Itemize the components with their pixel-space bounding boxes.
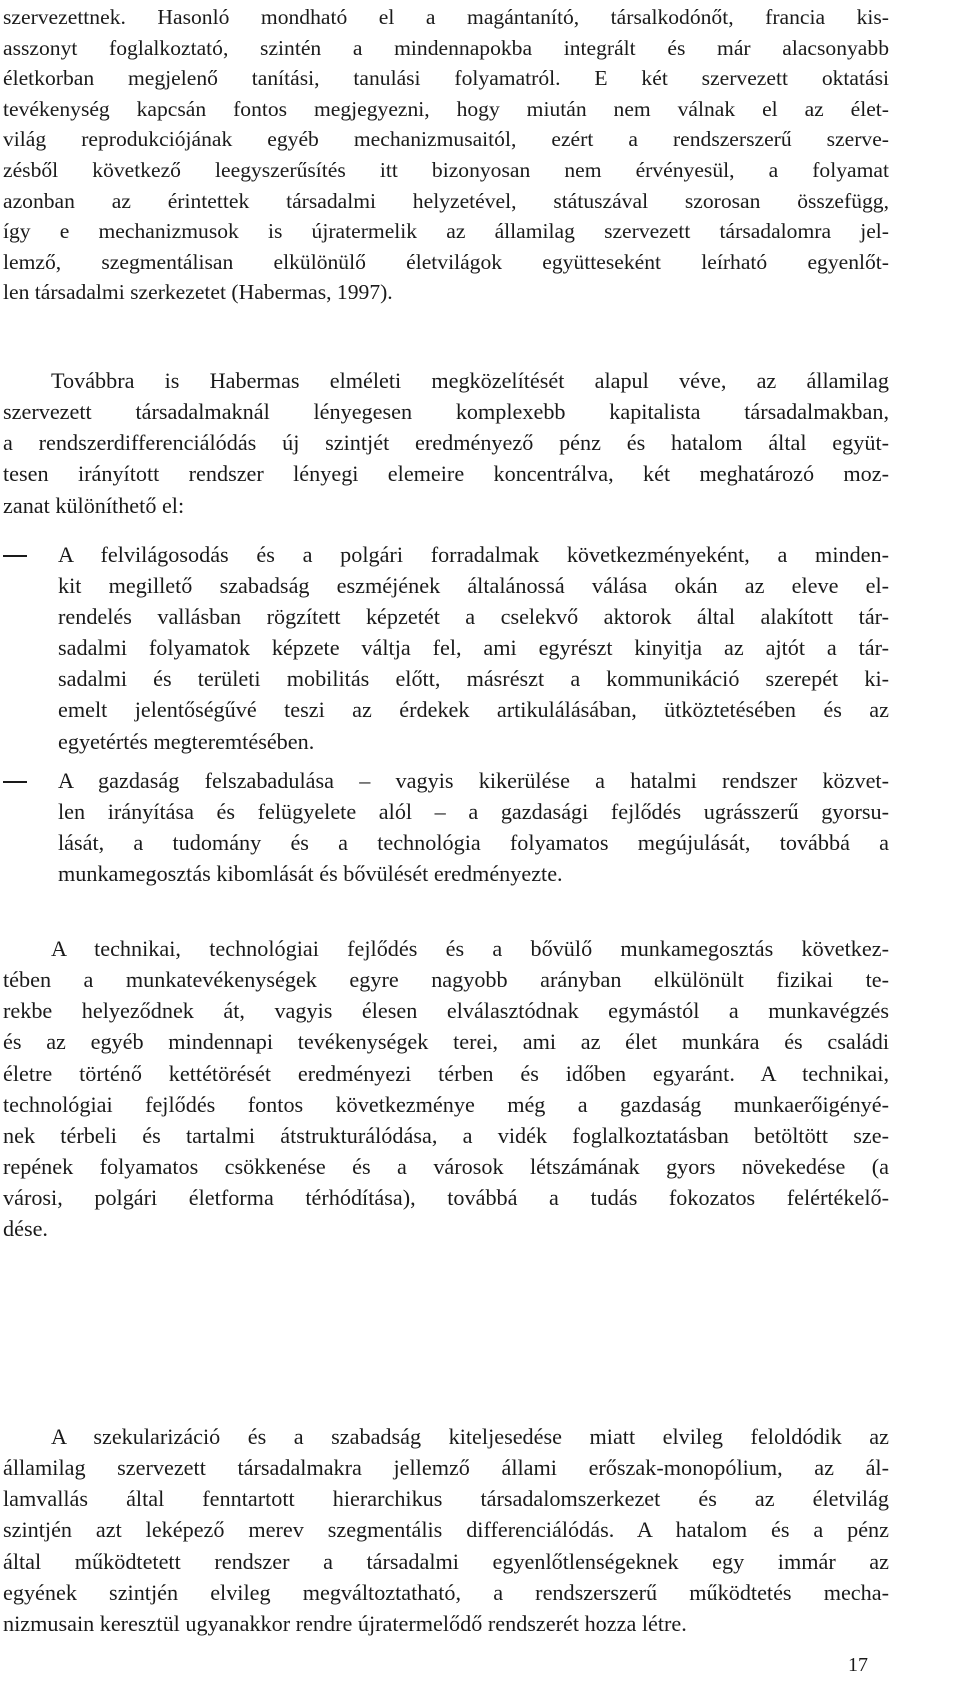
bullet-text: A felvilágosodás és a polgári forradalmak következményeként, a minden- — [58, 541, 889, 567]
text-line — [3, 539, 889, 570]
text-line: len társadalmi szerkezetet (Habermas, 1997). — [3, 280, 393, 305]
text-line: dése. — [3, 1216, 48, 1242]
text-line: életre történő kettétörését eredményezi térben és időben egyaránt. A technikai, — [3, 1060, 889, 1086]
text-line: lamvallás által fenntartott hierarchikus társadalomszerkezet és az életvilág — [3, 1486, 889, 1512]
paragraph-technical — [3, 933, 889, 1244]
text-line: A technikai, technológiai fejlődés és a bővülő munkamegosztás következ- — [51, 936, 889, 961]
bullet-text: A gazdaság felszabadulása – vagyis kikerülése a hatalmi rendszer közvet- — [58, 767, 889, 793]
text-line: városi, polgári életforma térhódítása), továbbá a tudás fokozatos felértékelő- — [3, 1185, 889, 1211]
text-line: Továbbra is Habermas elméleti megközelítését alapul véve, az államilag — [51, 368, 889, 393]
text-line: egyetértés megteremtésében. — [58, 728, 315, 754]
paragraph-continuation — [3, 2, 889, 308]
text-line: így e mechanizmusok is újratermelik az államilag szervezett társadalomra jel- — [3, 219, 889, 244]
text-line: sadalmi folyamatok képzete váltja fel, ami egyrészt kinyitja az ajtót a tár- — [58, 635, 889, 661]
bullet-item-1 — [3, 539, 889, 757]
text-line: és az egyéb mindennapi tevékenységek terei, ami az élet munkára és családi — [3, 1029, 889, 1055]
text-line: lását, a tudomány és a technológia folyamatos megújulását, továbbá a — [58, 829, 889, 855]
text-line: lemző, szegmentálisan elkülönülő életvilágok együtteseként leírható egyenlőt- — [3, 249, 889, 274]
text-line: zanat különíthető el: — [3, 492, 185, 518]
text-line: nizmusain keresztül ugyanakkor rendre újratermelődő rendszerét hozza létre. — [3, 1610, 687, 1636]
text-line: szintjén azt leképező merev szegmentális differenciálódás. A hatalom és a pénz — [3, 1517, 889, 1543]
text-line: szervezett társadalmaknál lényegesen komplexebb kapitalista társadalmakban, — [3, 399, 889, 425]
text-line: rendelés vallásban rögzített képzetét a cselekvő aktorok által alakított tár- — [58, 603, 889, 629]
text-line: által működtetett rendszer a társadalmi egyenlőtlenségeknek egy immár az — [3, 1548, 889, 1574]
text-line: zésből következő leegyszerűsítés itt bizonyosan nem érvényesül, a folyamat — [3, 157, 889, 182]
text-line: egyének szintjén elvileg megváltoztatható, a rendszerszerű működtetés mecha- — [3, 1579, 889, 1605]
text-line: kit megillető szabadság eszméjének általánossá válása okán az eleve el- — [58, 572, 889, 598]
text-line: A szekularizáció és a szabadság kiteljesedése miatt elvileg feloldódik az — [51, 1424, 889, 1449]
page-number: 17 — [848, 1654, 868, 1676]
paragraph-secularization — [3, 1421, 889, 1639]
text-line: munkamegosztás kibomlását és bővülését eredményezte. — [58, 861, 563, 887]
text-line: sadalmi és területi mobilitás előtt, másrészt a kommunikáció szerepét ki- — [58, 666, 889, 692]
bullet-item-2 — [3, 765, 889, 890]
text-line: világ reprodukciójának egyéb mechanizmusaitól, ezért a rendszerszerű szerve- — [3, 127, 889, 152]
text-line: rekbe helyeződnek át, vagyis élesen elválasztódnak egymástól a munkavégzés — [3, 998, 889, 1024]
text-line: azonban az érintettek társadalmi helyzetével, státuszával szorosan összefügg, — [3, 188, 889, 213]
text-line: szervezettnek. Hasonló mondható el a magántanító, társalkodónőt, francia kis- — [3, 5, 889, 29]
text-line: nek térbeli és tartalmi átstrukturálódása, a vidék foglalkoztatásban betöltött sze- — [3, 1122, 889, 1148]
text-line: asszonyt foglalkoztató, szintén a mindennapokba integrált és már alacsonyabb — [3, 35, 889, 60]
text-line: tesen irányított rendszer lényegi elemeire koncentrálva, két meghatározó moz- — [3, 461, 889, 487]
text-line: technológiai fejlődés fontos következménye még a gazdaság munkaerőigényé- — [3, 1091, 889, 1117]
text-line: emelt jelentőségűvé teszi az érdekek artikulálásában, ütköztetésében és az — [58, 697, 889, 723]
text-line: életkorban megjelenő tanítási, tanulási folyamatról. E két szervezett oktatási — [3, 66, 889, 91]
text-line: a rendszerdifferenciálódás új szintjét eredményező pénz és hatalom által együt- — [3, 430, 889, 456]
text-line: államilag szervezett társadalmakra jellemző állami erőszak-monopólium, az ál- — [3, 1455, 889, 1481]
text-line: tevékenység kapcsán fontos megjegyezni, hogy miután nem válnak el az élet- — [3, 96, 889, 121]
spacer — [3, 521, 889, 539]
text-line — [3, 765, 889, 796]
text-line: repének folyamatos csökkenése és a városok létszámának gyors növekedése (a — [3, 1153, 889, 1179]
text-line: len irányítása és felügyelete alól – a gazdasági fejlődés ugrásszerű gyorsu- — [58, 798, 889, 824]
spacer — [3, 757, 889, 765]
text-line: tében a munkatevékenységek egyre nagyobb arányban elkülönült fizikai te- — [3, 967, 889, 993]
paragraph-habermas — [3, 365, 889, 889]
